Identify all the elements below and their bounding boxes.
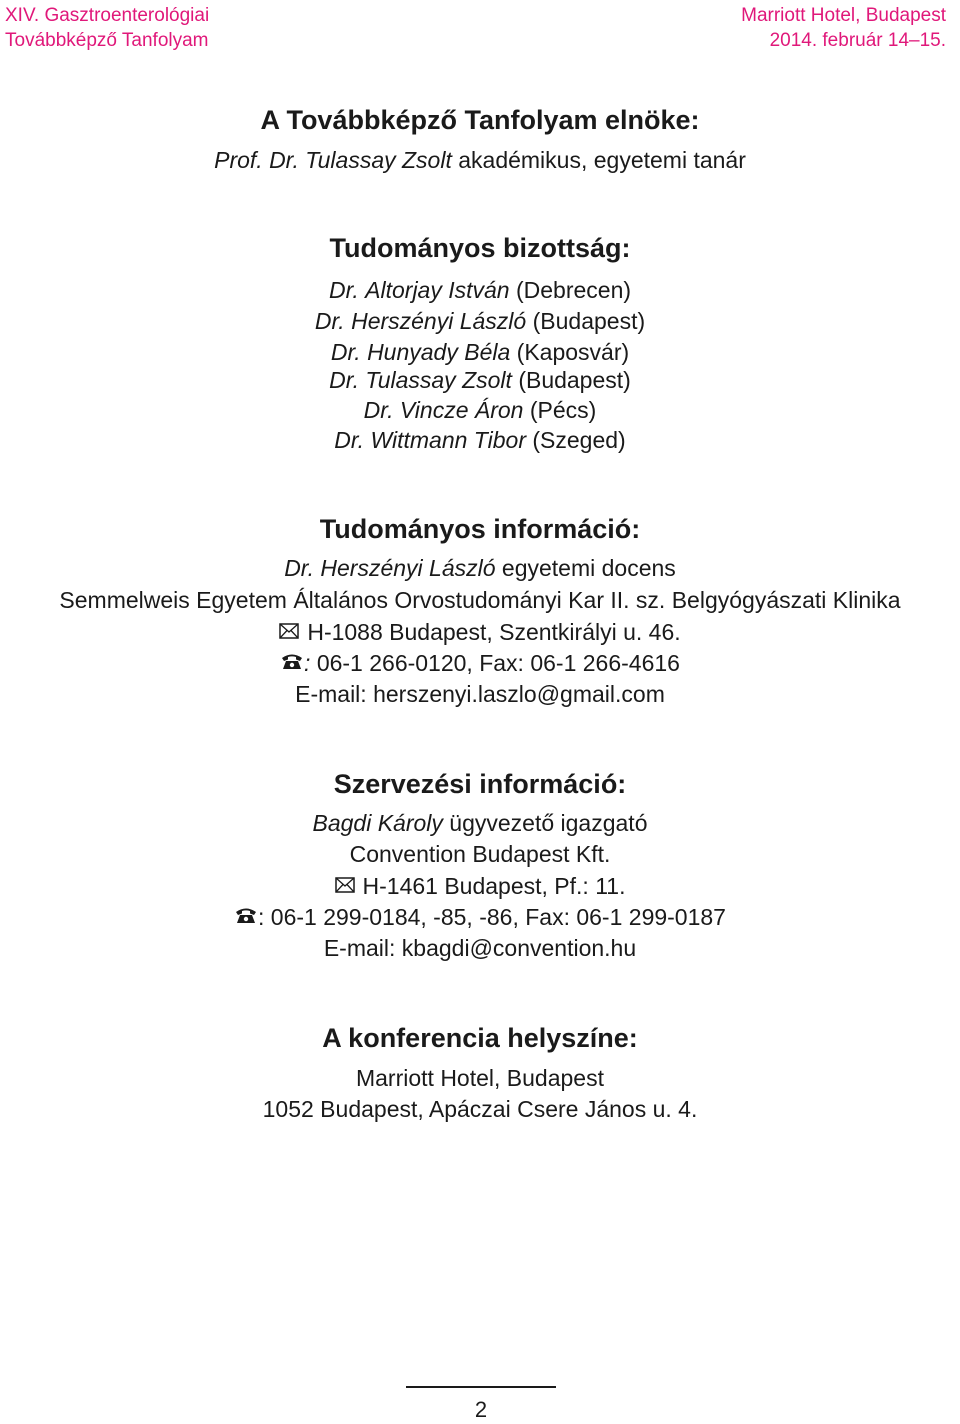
president-heading: A Továbbképző Tanfolyam elnöke:: [260, 105, 700, 135]
event-venue: Marriott Hotel, Budapest: [741, 5, 946, 26]
venue-name: Marriott Hotel, Budapest: [355, 1065, 604, 1091]
event-title-line1: XIV. Gasztroenterológiai: [5, 5, 210, 26]
telephone-icon: [280, 647, 304, 678]
committee-member: [0, 425, 960, 456]
president-title: Prof. Dr.: [214, 147, 299, 173]
envelope-icon: [279, 616, 299, 647]
president-name: Tulassay Zsolt: [305, 147, 452, 173]
committee-member: [0, 365, 960, 396]
telephone-icon: [234, 901, 258, 932]
committee-member: [0, 306, 960, 337]
member-city: (Budapest): [532, 308, 646, 334]
scientific-phone-line: [0, 648, 960, 680]
institution: Semmelweis Egyetem Általános Orvostudományi Kar II. sz. Belgyógyászati Klinika: [59, 587, 901, 613]
organizer-phone: 06-1 299-0184, -85, -86, Fax: 06-1 299-0187: [270, 904, 726, 930]
footer-rule: [406, 1386, 556, 1388]
member-name: Wittmann Tibor: [370, 427, 526, 453]
member-name: Hunyady Béla: [367, 339, 511, 365]
organizer-company: Convention Budapest Kft.: [349, 841, 611, 867]
scientific-info-heading: Tudományos információ:: [319, 514, 641, 544]
member-prefix: Dr.: [314, 308, 345, 334]
organizer-address: H-1461 Budapest, Pf.: 11.: [362, 873, 626, 899]
organizer-role: ügyvezető igazgató: [449, 810, 648, 836]
member-prefix: Dr.: [330, 339, 361, 365]
member-city: (Pécs): [529, 397, 597, 423]
organizing-info-heading: Szervezési információ:: [333, 769, 627, 799]
phone-separator: :: [258, 904, 265, 930]
committee-heading: Tudományos bizottság:: [329, 233, 631, 263]
organizer-email[interactable]: E-mail: kbagdi@convention.hu: [323, 935, 637, 961]
president-line: [0, 145, 960, 176]
committee-member: [0, 337, 960, 368]
contact-email[interactable]: E-mail: herszenyi.laszlo@gmail.com: [295, 681, 665, 707]
member-name: Vincze Áron: [399, 397, 524, 423]
member-prefix: Dr.: [328, 277, 359, 303]
organizer-address-line: [0, 871, 960, 903]
committee-member: [0, 395, 960, 426]
contact-name: Herszényi László: [320, 555, 496, 581]
member-prefix: Dr.: [363, 397, 394, 423]
committee-member: [0, 275, 960, 306]
scientific-address-line: [0, 617, 960, 649]
organizer-phone-line: [0, 902, 960, 934]
phone-separator: :: [304, 650, 311, 676]
member-city: (Szeged): [532, 427, 626, 453]
member-name: Altorjay István: [365, 277, 510, 303]
scientific-contact-line: [0, 553, 960, 584]
event-date: 2014. február 14–15.: [769, 30, 946, 51]
contact-address: H-1088 Budapest, Szentkirályi u. 46.: [307, 619, 681, 645]
organizer-line: [0, 808, 960, 839]
organizer-name: Bagdi Károly: [312, 810, 443, 836]
contact-role: egyetemi docens: [501, 555, 676, 581]
event-title-line2: Továbbképző Tanfolyam: [5, 30, 209, 51]
page-number: 2: [474, 1397, 488, 1422]
member-prefix: Dr.: [329, 367, 359, 393]
member-city: (Budapest): [518, 367, 631, 393]
contact-phone: 06-1 266-0120, Fax: 06-1 266-4616: [316, 650, 680, 676]
venue-address: 1052 Budapest, Apáczai Csere János u. 4.: [262, 1096, 698, 1122]
contact-prefix: Dr.: [284, 555, 314, 581]
running-header-left: [5, 3, 209, 53]
member-city: (Debrecen): [516, 277, 632, 303]
member-prefix: Dr.: [334, 427, 365, 453]
president-role: akadémikus, egyetemi tanár: [458, 147, 746, 173]
member-name: Herszényi László: [351, 308, 527, 334]
envelope-icon: [335, 870, 355, 901]
member-name: Tulassay Zsolt: [365, 367, 512, 393]
running-header-right: [741, 3, 946, 53]
venue-heading: A konferencia helyszíne:: [322, 1023, 638, 1053]
member-city: (Kaposvár): [516, 339, 630, 365]
